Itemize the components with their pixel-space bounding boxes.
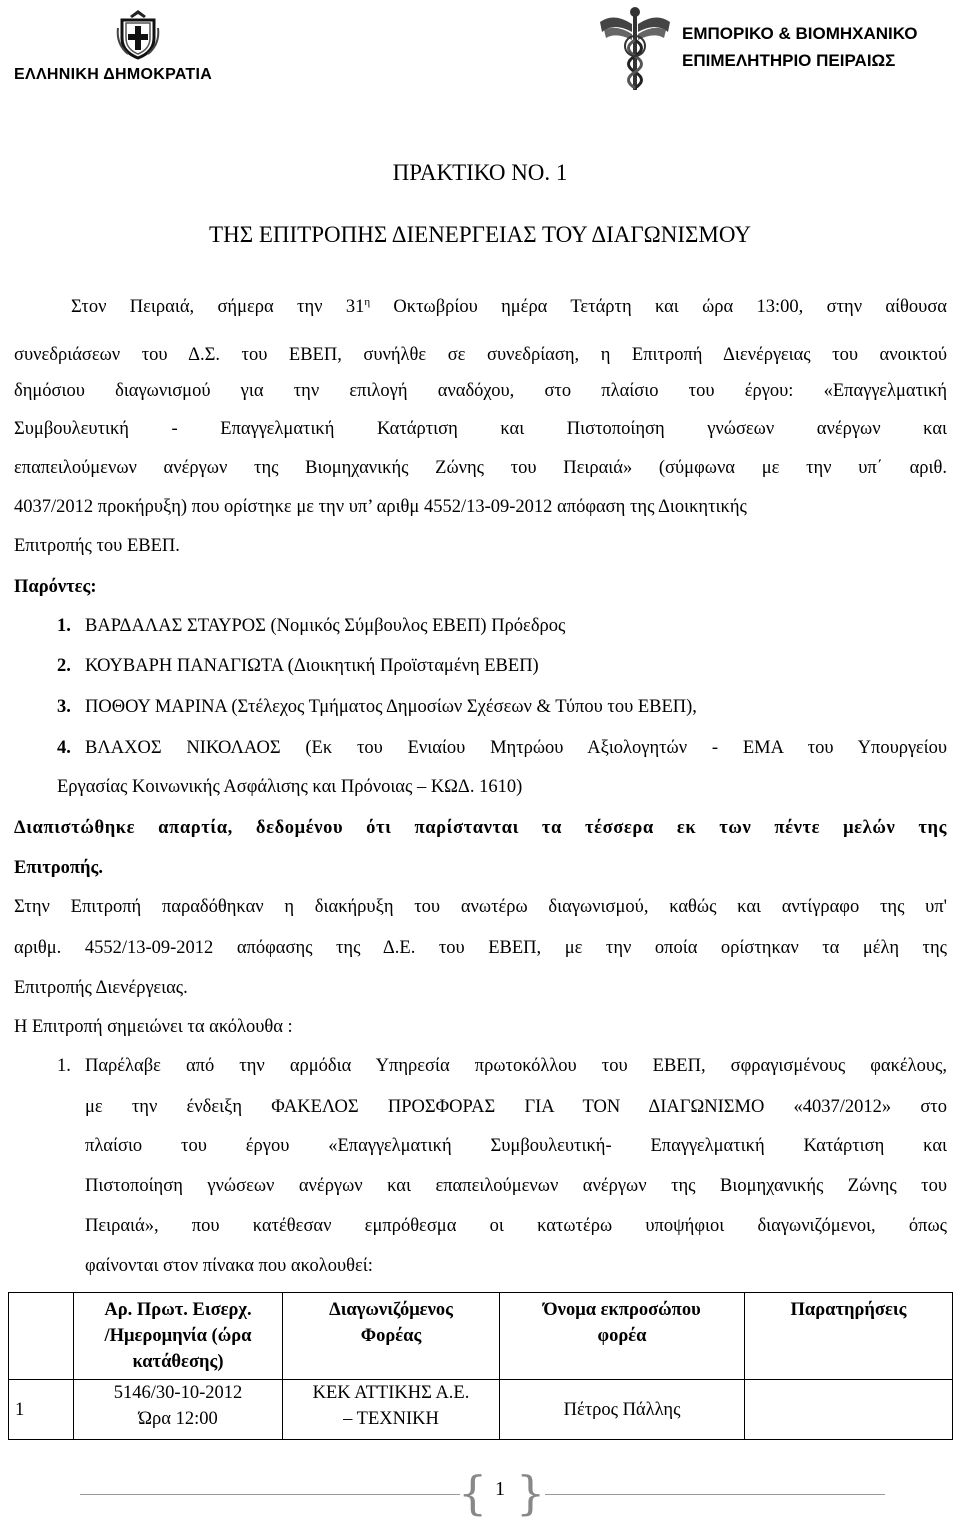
- intro-line-1: [14, 296, 947, 318]
- delivery-line-2: αριθμ. 4552/13-09-2012 απόφασης της Δ.Ε. του ΕΒΕΠ, με την οποία ορίστηκαν τα μέλη της: [14, 938, 947, 958]
- quorum-line-1: Διαπιστώθηκε απαρτία, δεδομένου ότι παρίστανται τα τέσσερα εκ των πέντε μελών της: [14, 818, 947, 838]
- header-bidder-line1: Διαγωνιζόμενος: [329, 1300, 453, 1320]
- header-right: [592, 4, 918, 99]
- intro-date: Στον Πειραιά, σήμερα την 31: [71, 297, 365, 318]
- member-text: ΒΑΡΔΑΛΑΣ ΣΤΑΥΡΟΣ (Νομικός Σύμβουλος ΕΒΕΠ) Πρόεδρος: [85, 616, 566, 636]
- header-cell-bidder: [283, 1293, 500, 1380]
- member-2: [0, 656, 960, 686]
- notes-line-4: Πιστοποίηση γνώσεων ανέργων και επαπειλούμενων ανέργων της Βιομηχανικής Ζώνης του: [85, 1176, 947, 1196]
- notes-line-5: Πειραιά», που κατέθεσαν εμπρόθεσμα οι κατωτέρω υποψήφιοι διαγωνιζόμενοι, όπως: [85, 1216, 947, 1236]
- intro-line-7: Επιτροπής του ΕΒΕΠ.: [14, 536, 180, 556]
- intro-line-3: δημόσιου διαγωνισμού για την επιλογή αναδόχου, στο πλαίσιο του έργου: «Επαγγελματική: [14, 381, 947, 401]
- intro-line-6: 4037/2012 προκήρυξη) που ορίστηκε με την υπ’ αριθμ 4552/13-09-2012 απόφαση της Διοικητικής: [14, 497, 747, 517]
- republic-caption: ΕΛΛΗΝΙΚΗ ΔΗΜΟΚΡΑΤΙΑ: [14, 66, 213, 83]
- document-subtitle: ΤΗΣ ΕΠΙΤΡΟΠΗΣ ΔΙΕΝΕΡΓΕΙΑΣ ΤΟΥ ΔΙΑΓΩΝΙΣΜΟΥ: [209, 222, 751, 247]
- member-4: [0, 738, 960, 768]
- member-1: [0, 616, 960, 646]
- intro-date-sup: η: [364, 296, 371, 308]
- footer-rule-left: [80, 1494, 460, 1495]
- member-number: 1.: [57, 616, 71, 636]
- member-number: 3.: [57, 697, 71, 717]
- greek-coat-of-arms-icon: [116, 8, 160, 60]
- header-cell-representative: [500, 1293, 745, 1380]
- quorum-line-2: Επιτροπής.: [14, 858, 103, 878]
- member-4-continued: Εργασίας Κοινωνικής Ασφάλισης και Πρόνοιας – ΚΩΔ. 1610): [57, 777, 523, 797]
- intro-line-2: συνεδριάσεων του Δ.Σ. του ΕΒΕΠ, συνήλθε σε συνεδρίαση, η Επιτροπή Διενέργειας του ανοικτού: [14, 345, 947, 365]
- notes-intro: Η Επιτροπή σημειώνει τα ακόλουθα :: [14, 1017, 293, 1037]
- table-header-row: [9, 1293, 953, 1380]
- chamber-title-line1: ΕΜΠΟΡΙΚΟ & ΒΙΟΜΗΧΑΝΙΚΟ: [682, 24, 918, 43]
- member-number: 4.: [57, 738, 71, 758]
- row-protocol: [74, 1380, 283, 1440]
- header-cell-remarks: Παρατηρήσεις: [745, 1293, 953, 1380]
- page-number: 1: [495, 1478, 505, 1500]
- row-protocol-line2: Ώρα 12:00: [138, 1409, 218, 1429]
- bidders-table: [8, 1292, 953, 1440]
- header-cell-protocol: [74, 1293, 283, 1380]
- row-bidder: [283, 1380, 500, 1440]
- header-representative-line1: Όνομα εκπροσώπου: [543, 1300, 701, 1320]
- header-cell-number: [9, 1293, 74, 1380]
- member-text: ΠΟΘΟΥ ΜΑΡΙΝΑ (Στέλεχος Τμήματος Δημοσίων Σχέσεων & Τύπου του ΕΒΕΠ),: [85, 697, 697, 717]
- delivery-line-3: Επιτροπής Διενέργειας.: [14, 978, 188, 998]
- footer-right-brace-icon: }: [516, 1466, 546, 1520]
- header-protocol-line3: κατάθεσης): [132, 1352, 224, 1372]
- notes-line-1: Παρέλαβε από την αρμόδια Υπηρεσία πρωτοκόλλου του ΕΒΕΠ, σφραγισμένους φακέλους,: [85, 1056, 947, 1076]
- header-bidder-line2: Φορέας: [360, 1326, 422, 1346]
- intro-line-5: επαπειλούμενων ανέργων της Βιομηχανικής Ζώνης του Πειραιά» (σύμφωνα με την υπ΄ αριθ.: [14, 458, 947, 478]
- row-protocol-line1: 5146/30-10-2012: [113, 1383, 243, 1403]
- intro-line-4: Συμβουλευτική - Επαγγελματική Κατάρτιση και Πιστοποίηση γνώσεων ανέργων και: [14, 419, 947, 439]
- header-left: [14, 8, 254, 84]
- member-number: 2.: [57, 656, 71, 676]
- header-protocol-line1: Αρ. Πρωτ. Εισερχ.: [104, 1300, 252, 1320]
- member-text-justified: ΒΛΑΧΟΣ ΝΙΚΟΛΑΟΣ (Εκ του Ενιαίου Μητρώου Αξιολογητών - ΕΜΑ του Υπουργείου: [85, 738, 947, 758]
- row-remarks: [745, 1380, 953, 1440]
- header-representative-line2: φορέα: [597, 1326, 647, 1346]
- chamber-title: [682, 20, 952, 74]
- member-text: ΚΟΥΒΑΡΗ ΠΑΝΑΓΙΩΤΑ (Διοικητική Προϊσταμένη ΕΒΕΠ): [85, 656, 539, 676]
- present-label: Παρόντες:: [14, 577, 97, 597]
- notes-line-3: πλαίσιο του έργου «Επαγγελματική Συμβουλευτική- Επαγγελματική Κατάρτιση και: [85, 1136, 947, 1156]
- chamber-title-line2: ΕΠΙΜΕΛΗΤΗΡΙΟ ΠΕΙΡΑΙΩΣ: [682, 51, 896, 70]
- row-bidder-line1: ΚΕΚ ΑΤΤΙΚΗΣ Α.Ε.: [312, 1383, 470, 1403]
- footer-rule-right: [545, 1494, 885, 1495]
- table-row: [9, 1380, 953, 1440]
- chamber-logo-icon: [592, 4, 678, 94]
- footer-left-brace-icon: {: [458, 1466, 488, 1520]
- row-representative: Πέτρος Πάλλης: [500, 1380, 745, 1440]
- member-3: [0, 697, 960, 727]
- member-text: [85, 738, 947, 759]
- row-bidder-line2: – ΤΕΧΝΙΚΗ: [343, 1409, 439, 1429]
- delivery-line-1: Στην Επιτροπή παραδόθηκαν η διακήρυξη του ανωτέρω διαγωνισμού, καθώς και αντίγραφο της υπ': [14, 897, 947, 917]
- row-number: 1: [9, 1380, 74, 1440]
- intro-date-rest: Οκτωβρίου ημέρα Τετάρτη και ώρα 13:00, στην αίθουσα: [370, 297, 947, 318]
- notes-line-2: με την ένδειξη ΦΑΚΕΛΟΣ ΠΡΟΣΦΟΡΑΣ ΓΙΑ ΤΟΝ ΔΙΑΓΩΝΙΣΜΟ «4037/2012» στο: [85, 1097, 947, 1117]
- header-protocol-line2: /Ημερομηνία (ώρα: [104, 1326, 252, 1346]
- notes-line-6: φαίνονται στον πίνακα που ακολουθεί:: [85, 1256, 373, 1276]
- notes-item-number: 1.: [57, 1056, 71, 1076]
- document-title: ΠΡΑΚΤΙΚΟ ΝΟ. 1: [392, 160, 568, 185]
